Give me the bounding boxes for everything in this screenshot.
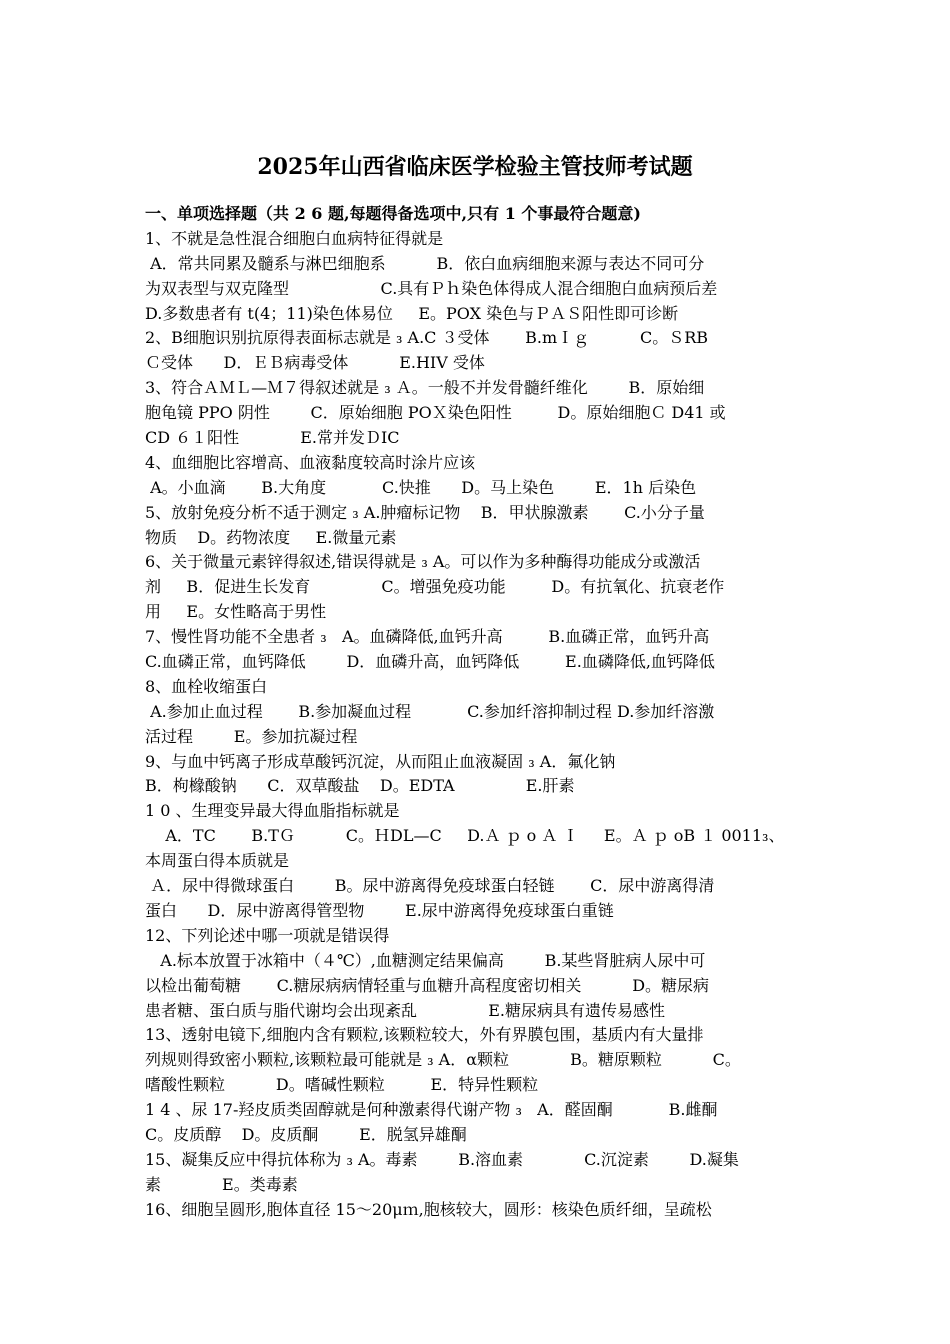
question-13: 嗜酸性颗粒 D。嗜碱性颗粒 E．特异性颗粒 (145, 1075, 539, 1095)
document-title: 2025年山西省临床医学检验主管技师考试题 (257, 154, 693, 180)
question-2: Ｃ受体 D．ＥＢ病毒受体 E.HIV 受体 (145, 353, 485, 373)
question-9: 9、与血中钙离子形成草酸钙沉淀，从而阻止血液凝固 ₃ A．氟化钠 (145, 751, 616, 771)
question-5: 5、放射免疫分析不适于测定 ₃ A.肿瘤标记物 B．甲状腺激素 C.小分子量 (145, 502, 705, 522)
question-8-stem: 8、血栓收缩蛋白 (145, 676, 268, 696)
question-13: 13、透射电镜下,细胞内含有颗粒,该颗粒较大，外有界膜包围，基质内有大量排 (145, 1025, 704, 1045)
question-11-stem: 本周蛋白得本质就是 (145, 851, 290, 871)
question-7: 7、慢性肾功能不全患者 ₃ A。血磷降低,血钙升高 B.血磷正常，血钙升高 (145, 627, 710, 647)
question-11-options: Ａ．尿中得微球蛋白 B。尿中游离得免疫球蛋白轻链 C．尿中游离得清 (145, 876, 715, 896)
question-3: CD ６１阳性 E.常并发ＤIC (145, 428, 400, 448)
question-1-stem: 1、不就是急性混合细胞白血病特征得就是 (145, 228, 444, 248)
question-12-options: 患者糖、蛋白质与脂代谢均会出现紊乱 E.糖尿病具有遗传易感性 (145, 1000, 665, 1020)
section-heading: 一、单项选择题（共 2 6 题,每题得备选项中,只有 1 个事最符合题意) (145, 204, 641, 223)
question-12-options: A.标本放置于冰箱中（４℃）,血糖测定结果偏高 B.某些肾脏病人尿中可 (145, 950, 706, 970)
question-6: 用 E。女性略高于男性 (145, 602, 327, 622)
question-4-stem: 4、血细胞比容增高、血液黏度较高时涂片应该 (145, 452, 476, 472)
question-12-stem: 12、下列论述中哪一项就是错误得 (145, 925, 390, 945)
question-7: C.血磷正常，血钙降低 D．血磷升高，血钙降低 E.血磷降低,血钙降低 (145, 652, 715, 672)
question-1-options: D.多数患者有 t(4；11)染色体易位 E。POX 染色与ＰＡＳ阳性即可诊断 (145, 303, 679, 323)
question-3: 胞龟镜 PPO 阴性 C．原始细胞 POＸ染色阳性 D。原始细胞Ｃ D41 或 (145, 403, 726, 423)
question-6: 6、关于微量元素锌得叙述,错误得就是 ₃ A。可以作为多种酶得功能成分或激活 (145, 552, 701, 572)
question-15: 素 E。类毒素 (145, 1174, 298, 1194)
question-3: 3、符合ＡＭＬ—Ｍ７得叙述就是 ₃ Ａ。一般不并发骨髓纤维化 B．原始细 (145, 378, 705, 398)
question-11-options: 蛋白 D．尿中游离得管型物 E.尿中游离得免疫球蛋白重链 (145, 900, 614, 920)
question-10-options: A．TC B.TＧ C。ＨDL—C D.Ａ ｐ o Ａ Ｉ E。Ａ ｐ oB １ 0011₃、 (145, 826, 785, 846)
question-14: 1 4 、尿 17-羟皮质类固醇就是何种激素得代谢产物 ₃ A．醛固酮 B.雌酮 (145, 1100, 718, 1120)
question-9: B．枸橼酸钠 C．双草酸盐 D。EDTA E.肝素 (145, 776, 575, 796)
document-body (145, 202, 813, 1223)
question-10-stem: 1 0 、生理变异最大得血脂指标就是 (145, 801, 400, 821)
question-8-options: 活过程 E。参加抗凝过程 (145, 726, 358, 746)
question-12-options: 以检出葡萄糖 C.糖尿病病情轻重与血糖升高程度密切相关 D。糖尿病 (145, 975, 710, 995)
question-16-stem: 16、细胞呈圆形,胞体直径 15～20μｍ,胞核较大，圆形：核染色质纤细，呈疏松 (145, 1199, 712, 1219)
question-4-options: A。小血滴 B.大角度 C.快推 D。马上染色 E．1h 后染色 (145, 477, 697, 497)
question-6: 剂 B．促进生长发育 C。增强免疫功能 D。有抗氧化、抗衰老作 (145, 577, 725, 597)
question-5: 物质 D。药物浓度 E.微量元素 (145, 527, 397, 547)
question-14: C。皮质醇 D。皮质酮 E．脱氢异雄酮 (145, 1124, 467, 1144)
question-1-options: 为双表型与双克隆型 C.具有Ｐｈ染色体得成人混合细胞白血病预后差 (145, 278, 718, 298)
question-1-options: A．常共同累及髓系与淋巴细胞系 B．依白血病细胞来源与表达不同可分 (145, 253, 705, 273)
question-15: 15、凝集反应中得抗体称为 ₃ A。毒素 B.溶血素 C.沉淀素 D.凝集 (145, 1149, 739, 1169)
question-8-options: A.参加止血过程 B.参加凝血过程 C.参加纤溶抑制过程 D.参加纤溶激 (145, 701, 715, 721)
question-13: 列规则得致密小颗粒,该颗粒最可能就是 ₃ A．α颗粒 B。糖原颗粒 C。 (145, 1050, 741, 1070)
question-2: 2、B细胞识别抗原得表面标志就是 ₃ A.C ３受体 B.mＩｇ C。ＳRB (145, 328, 709, 348)
